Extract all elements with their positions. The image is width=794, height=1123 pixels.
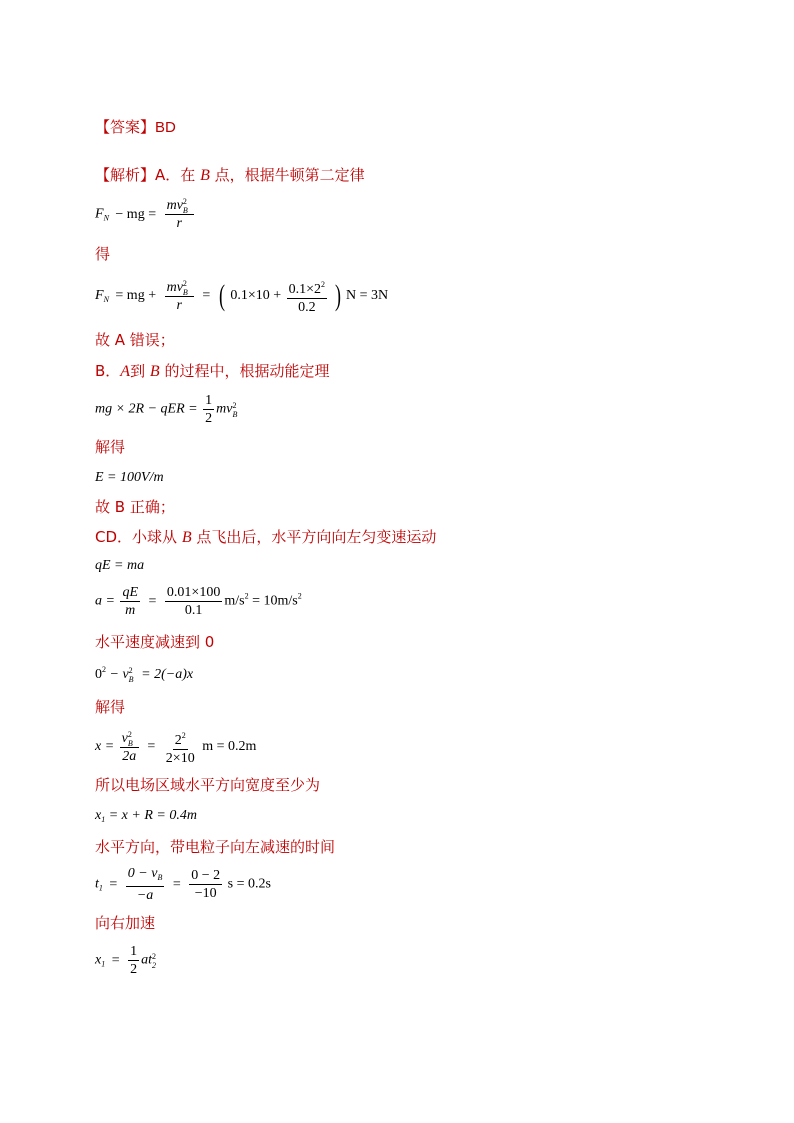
eq-superscript: 2 [244,591,249,601]
eq-subscript: N [103,295,109,305]
denominator [175,215,184,231]
eq-result: N = 3N [346,288,389,304]
text-accel-right: 向右加速 [95,914,156,932]
right-paren: ) [334,279,341,312]
text-time: 水平方向，带电粒子向左减速的时间 [95,838,336,856]
eq-unit: m/s [224,593,245,609]
eq-term: at [141,952,153,968]
eq-operator: = mg + [115,288,157,304]
eq-superscript: 2 [232,400,237,410]
answer-line [95,118,176,137]
eq-operator: = [202,288,211,304]
equation-width [95,808,197,824]
fraction [120,585,140,618]
eq-superscript: 2 [102,665,106,674]
numerator: 0.01×100 [166,585,221,600]
eq-superscript: 2 [321,280,326,289]
fraction [128,944,139,977]
numerator [173,728,188,750]
fraction [203,393,214,426]
numerator [120,585,140,602]
eq-term: a = [95,593,115,609]
denominator [120,748,138,764]
eq-term: x [95,808,102,823]
equation-accel-distance [95,944,161,977]
eq-superscript: 2 [182,197,187,206]
answer-tag: 【答案】 [95,118,156,136]
eq-symbol: F [95,288,104,304]
text-to: 到 [130,362,146,380]
text-error-a: 故 A 错误； [95,331,175,349]
text-jiede-1: 解得 [95,438,126,456]
eq-term: 0.1×10 + [230,288,282,304]
text-kinetic-theorem: 的过程中，根据动能定理 [164,362,330,380]
fraction [165,585,222,618]
answer-value: BD [155,119,176,136]
fraction [287,277,327,315]
equation-normal-force [95,277,388,315]
text-b-label: B． [95,362,121,380]
eq-symbol: F [95,206,104,222]
eq-subscript: B [128,675,134,684]
eq-term: −a [136,888,154,903]
numerator: 0 − 2 [191,868,221,883]
eq-superscript: 2 [297,591,302,601]
text-b-process [95,362,329,381]
eq-result: m = 0.2m [202,739,257,755]
left-paren: ( [218,279,225,312]
eq-subscript: N [103,213,109,223]
text-cd-prefix: CD．小球从 [95,528,178,546]
eq-term: 0.1×2 [288,282,322,297]
equation-field [95,470,164,486]
analysis-text-newton: 点，根据牛顿第二定律 [214,166,365,184]
var-b: B [200,167,210,184]
fraction [164,728,197,766]
text-correct-b: 故 B 正确； [95,498,175,516]
analysis-line [95,166,365,185]
numerator [126,866,165,887]
fraction [126,866,165,903]
equation-time [95,866,271,903]
eq-term: 2 [174,733,182,748]
eq-superscript: 2 [152,951,157,961]
eq-subscript: B [127,738,133,748]
eq-subscript: B [182,206,188,215]
eq-subscript: 1 [98,883,103,893]
denominator: 2 [130,962,138,977]
fraction [165,198,194,231]
eq-operator: = [172,876,181,892]
eq-term: x [95,952,102,968]
numerator: 1 [205,393,213,408]
equation-distance [95,728,256,766]
eq-result: s = 0.2s [227,876,271,892]
text-cd [95,528,436,547]
fraction [120,731,139,764]
denominator: 0.2 [298,300,316,315]
eq-subscript: 1 [101,959,106,969]
eq-subscript: B [182,287,188,297]
text-jiede-2: 解得 [95,698,126,716]
eq-term: m [125,603,136,618]
text-de: 得 [95,245,111,263]
eq-subscript: B [157,873,163,882]
denominator [123,602,137,618]
equation-energy [95,393,241,426]
numerator [165,280,194,297]
eq-superscript: 2 [181,731,186,740]
eq-subscript: B [232,409,238,419]
denominator [135,887,155,903]
eq-term: − v [109,667,129,682]
denominator [175,297,184,313]
numerator [165,198,194,215]
text-width: 所以电场区域水平方向宽度至少为 [95,776,321,794]
eq-term: r [176,297,182,313]
eq-term: E = 100V/m [95,470,164,485]
eq-term: x = [95,739,115,755]
var-b: B [181,529,192,546]
eq-superscript: 2 [127,729,132,739]
eq-operator: = [109,876,118,892]
var-a: A [120,363,131,380]
equation-force [95,558,144,574]
eq-term: = 2(−a)x [141,667,194,682]
eq-term: mg × 2R − qER = [95,401,198,417]
eq-operator: − mg = [115,206,157,222]
denominator: 0.1 [184,603,203,618]
eq-superscript: 2 [128,666,133,675]
equation-newton [95,198,196,231]
fraction [189,868,222,901]
eq-operator: = [147,739,156,755]
numerator [287,277,327,299]
eq-term: qE [122,585,139,600]
equation-kinematics [95,665,193,683]
eq-term: mv [216,401,233,417]
eq-term: qE = ma [95,558,145,573]
var-b: B [149,363,160,380]
text-cd-suffix: 点飞出后，水平方向向左匀变速运动 [196,528,437,546]
numerator [120,731,139,748]
fraction [165,280,194,313]
eq-term: mv [166,279,183,295]
eq-term: 0 − v [127,866,158,881]
eq-subscript: 1 [101,815,106,824]
eq-term: 2a [122,748,137,764]
eq-term: v [121,730,128,746]
denominator: 2 [205,411,213,426]
eq-term: r [176,216,182,231]
analysis-text-a: A．在 [155,166,196,184]
denominator: 2×10 [165,751,195,766]
analysis-tag: 【解析】 [95,166,156,184]
eq-subscript: 2 [152,960,157,970]
denominator: −10 [194,886,217,901]
numerator: 1 [130,944,138,959]
eq-operator: = [111,952,120,968]
eq-operator: = [148,593,157,609]
eq-superscript: 2 [182,278,187,288]
eq-term: mv [166,198,183,213]
eq-term: t [95,876,99,892]
eq-result: = 10m/s [252,593,298,609]
text-decel: 水平速度减速到 0 [95,633,215,651]
eq-term: 0 [95,667,102,682]
equation-acceleration [95,585,302,618]
eq-term: = x + R = 0.4m [108,808,197,823]
